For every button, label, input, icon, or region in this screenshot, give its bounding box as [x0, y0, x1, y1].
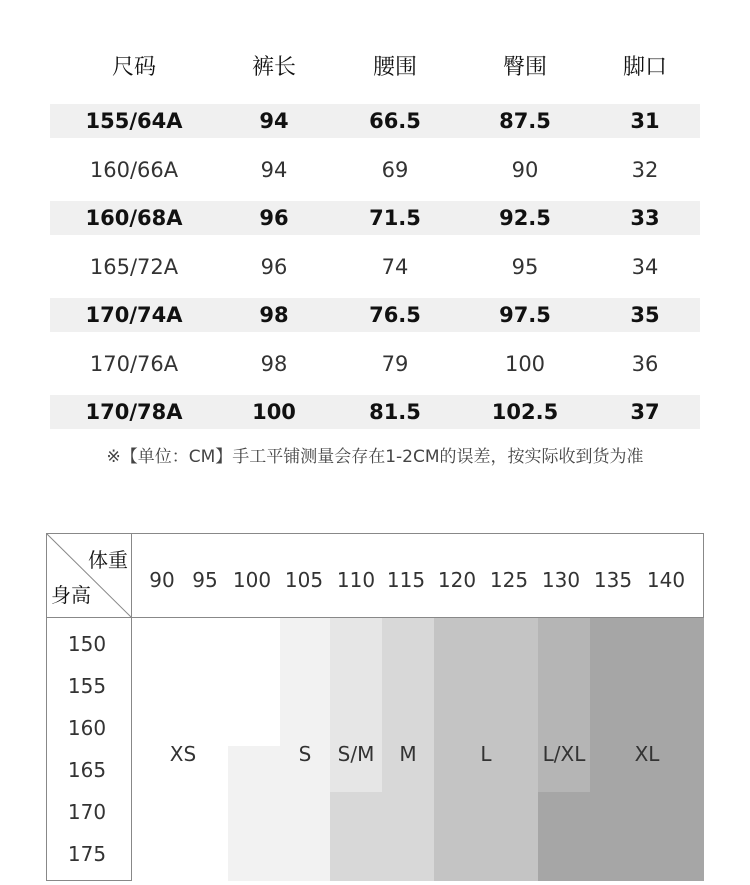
size-label-sm: S/M: [337, 742, 375, 766]
height-label: 175: [67, 842, 107, 866]
table-cell: 170/76A: [89, 351, 179, 376]
table-cell: 170/78A: [85, 400, 183, 424]
table-cell: 66.5: [369, 109, 421, 133]
table-cell: 92.5: [499, 206, 551, 230]
weight-label: 130: [541, 568, 581, 592]
table-cell: 94: [259, 109, 289, 133]
weight-label: 90: [149, 568, 175, 592]
table-cell: 96: [259, 206, 289, 230]
size-label-xs: XS: [169, 742, 197, 766]
table-cell: 32: [631, 157, 659, 182]
table-cell: 33: [630, 206, 660, 230]
table-cell: 97.5: [499, 303, 551, 327]
weight-axis-label: 体重: [88, 548, 128, 572]
height-label: 170: [67, 800, 107, 824]
table-cell: 87.5: [499, 109, 551, 133]
table-row: [50, 347, 700, 381]
size-label-l: L: [480, 742, 492, 766]
table-cell: 98: [260, 351, 288, 376]
weight-label: 135: [593, 568, 633, 592]
weight-label: 140: [646, 568, 686, 592]
weight-label: 100: [232, 568, 272, 592]
table-row: [50, 298, 700, 332]
height-axis-label: 身高: [51, 583, 91, 607]
table-row: [50, 201, 700, 235]
size-zones: [132, 618, 704, 881]
weight-label: 120: [437, 568, 477, 592]
table-cell: 160/68A: [85, 206, 183, 230]
table-cell: 79: [381, 351, 409, 376]
table-row: [50, 395, 700, 429]
table-cell: 96: [260, 254, 288, 279]
table-cell: 102.5: [491, 400, 559, 424]
table-cell: 98: [259, 303, 289, 327]
height-label: 160: [67, 716, 107, 740]
weight-label: 95: [192, 568, 218, 592]
size-table: [50, 40, 700, 444]
table-cell: 170/74A: [85, 303, 183, 327]
table-cell: 95: [511, 254, 539, 279]
table-cell: 34: [631, 254, 659, 279]
table-cell: 165/72A: [89, 254, 179, 279]
size-label-s: S: [298, 742, 312, 766]
table-row: [50, 250, 700, 284]
zone-xl-lower: [538, 792, 590, 881]
weight-label: 110: [336, 568, 376, 592]
table-cell: 160/66A: [89, 157, 179, 182]
height-label: 150: [67, 632, 107, 656]
table-cell: 74: [381, 254, 409, 279]
table-row: [50, 104, 700, 138]
table-row: [50, 153, 700, 187]
height-label: 155: [67, 674, 107, 698]
table-cell: 90: [511, 157, 539, 182]
weight-label: 115: [386, 568, 426, 592]
table-cell: 81.5: [369, 400, 421, 424]
table-cell: 76.5: [369, 303, 421, 327]
weight-label: 125: [489, 568, 529, 592]
table-cell: 94: [260, 157, 288, 182]
size-label-lxl: L/XL: [542, 742, 586, 766]
header-hip: 臀围: [502, 54, 547, 80]
height-label: 165: [67, 758, 107, 782]
table-cell: 155/64A: [85, 109, 183, 133]
size-recommendation-grid: [46, 533, 704, 881]
zone-s-lower: [228, 746, 280, 881]
header-size: 尺码: [111, 54, 156, 80]
weight-label: 105: [284, 568, 324, 592]
size-label-xl: XL: [634, 742, 660, 766]
table-cell: 69: [381, 157, 409, 182]
size-label-m: M: [399, 742, 417, 766]
grid-corner: [47, 534, 131, 617]
zone-m-lower: [330, 792, 382, 881]
header-pants-length: 裤长: [251, 54, 296, 80]
table-cell: 31: [630, 109, 660, 133]
table-cell: 100: [504, 351, 546, 376]
header-waist: 腰围: [372, 54, 417, 80]
header-hem: 脚口: [622, 54, 667, 80]
measurement-note: ※【单位：CM】手工平铺测量会存在1-2CM的误差，按实际收到货为准: [106, 447, 644, 467]
size-table-header: [50, 40, 700, 90]
table-cell: 35: [630, 303, 660, 327]
table-cell: 71.5: [369, 206, 421, 230]
table-cell: 100: [252, 400, 296, 424]
table-cell: 37: [630, 400, 660, 424]
table-cell: 36: [631, 351, 659, 376]
